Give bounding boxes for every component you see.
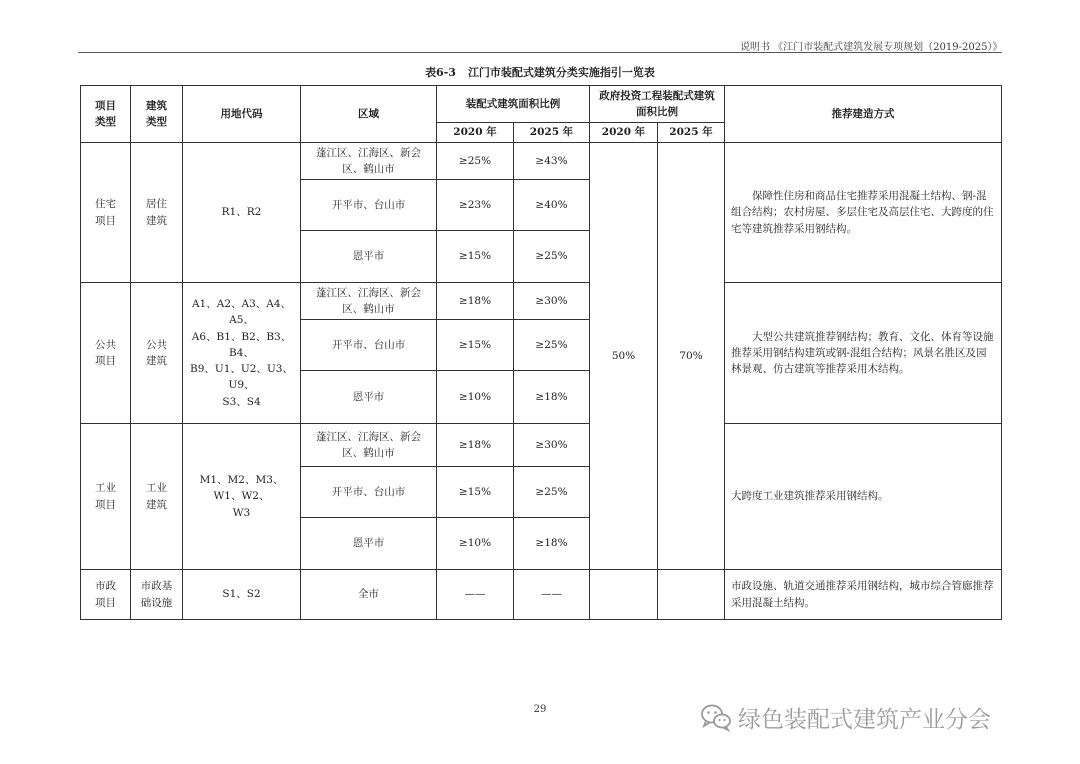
- residential-ratio-2025-2: ≥40%: [514, 180, 590, 231]
- industrial-ratio-2020-1: ≥18%: [437, 424, 514, 467]
- residential-ratio-2025-1: ≥43%: [514, 143, 590, 180]
- residential-ratio-2025-3: ≥25%: [514, 231, 590, 283]
- industrial-land-code: M1、M2、M3、W1、W2、 W3: [183, 424, 301, 570]
- public-ratio-2025-3: ≥18%: [514, 371, 590, 424]
- public-ratio-2020-3: ≥10%: [437, 371, 514, 424]
- residential-area-3: 恩平市: [301, 231, 437, 283]
- table-title-text: 江门市装配式建筑分类实施指引一览表: [467, 66, 655, 79]
- industrial-area-1: 蓬江区、江海区、新会 区、鹤山市: [301, 424, 437, 467]
- municipal-ratio-2020: ——: [437, 570, 514, 620]
- classification-table: [80, 85, 1002, 620]
- header-prefab-2025: 2025 年: [514, 123, 590, 143]
- municipal-recommend-text: 市政设施、轨道交通推荐采用钢结构，城市综合管廊推荐采用混凝土结构。: [731, 580, 994, 609]
- industrial-area-3: 恩平市: [301, 518, 437, 570]
- residential-land-code: R1、R2: [183, 143, 301, 283]
- gov-ratio-2025: 70%: [658, 143, 725, 570]
- municipal-recommend: [725, 570, 1002, 620]
- watermark: [700, 700, 1060, 734]
- residential-ratio-2020-2: ≥23%: [437, 180, 514, 231]
- industrial-recommend-text: 大跨度工业建筑推荐采用钢结构。: [731, 490, 889, 503]
- public-project-type: 公共 项目: [81, 283, 131, 424]
- municipal-building-type: 市政基 础设施: [131, 570, 183, 620]
- municipal-gov-2025: [658, 570, 725, 620]
- page-number: 29: [533, 704, 547, 715]
- public-area-2: 开平市、台山市: [301, 320, 437, 371]
- table-number: 表6-3: [425, 66, 456, 79]
- municipal-land-code: S1、S2: [183, 570, 301, 620]
- residential-project-type: 住宅 项目: [81, 143, 131, 283]
- public-ratio-2020-1: ≥18%: [437, 283, 514, 320]
- residential-ratio-2020-3: ≥15%: [437, 231, 514, 283]
- industrial-recommend: [725, 424, 1002, 570]
- header-gov-2020: 2020 年: [590, 123, 658, 143]
- public-recommend-text: 大型公共建筑推荐钢结构；教育、文化、体育等设施推荐采用钢结构建筑或钢-混组合结构；风景名胜区及园林景观、仿古建筑等推荐采用木结构。: [731, 330, 994, 376]
- header-prefab-ratio: 装配式建筑面积比例: [437, 86, 590, 123]
- municipal-area: 全市: [301, 570, 437, 620]
- residential-recommend-text: 保障性住房和商品住宅推荐采用混凝土结构、钢-混组合结构；农村房屋、多层住宅及高层住宅、大跨度的住宅等建筑推荐采用钢结构。: [731, 190, 994, 235]
- public-area-1: 蓬江区、江海区、新会 区、鹤山市: [301, 283, 437, 320]
- residential-ratio-2020-1: ≥25%: [437, 143, 514, 180]
- table-title: [0, 64, 1080, 80]
- industrial-ratio-2020-3: ≥10%: [437, 518, 514, 570]
- residential-area-2: 开平市、台山市: [301, 180, 437, 231]
- public-ratio-2020-2: ≥15%: [437, 320, 514, 371]
- municipal-gov-2020: [590, 570, 658, 620]
- header-land-code: 用地代码: [183, 86, 301, 143]
- header-prefab-2020: 2020 年: [437, 123, 514, 143]
- industrial-project-type: 工业 项目: [81, 424, 131, 570]
- header-area: 区域: [301, 86, 437, 143]
- industrial-area-2: 开平市、台山市: [301, 467, 437, 518]
- public-recommend: [725, 283, 1002, 424]
- header-recommend: 推荐建造方式: [725, 86, 1002, 143]
- watermark-text: 绿色装配式建筑产业分会: [738, 706, 991, 733]
- header-rule: [78, 52, 1002, 53]
- public-land-code: A1、A2、A3、A4、A5、 A6、B1、B2、B3、B4、 B9、U1、U2、U3、U9、 S3、S4: [183, 283, 301, 424]
- industrial-ratio-2025-1: ≥30%: [514, 424, 590, 467]
- municipal-ratio-2025: ——: [514, 570, 590, 620]
- wechat-icon: [700, 702, 732, 732]
- gov-ratio-2020: 50%: [590, 143, 658, 570]
- residential-recommend: [725, 143, 1002, 283]
- public-area-3: 恩平市: [301, 371, 437, 424]
- industrial-ratio-2020-2: ≥15%: [437, 467, 514, 518]
- running-header: 说明书 《江门市装配式建筑发展专项规划（2019-2025）》: [740, 42, 1003, 53]
- header-gov-ratio: 政府投资工程装配式建筑 面积比例: [590, 86, 725, 123]
- industrial-ratio-2025-3: ≥18%: [514, 518, 590, 570]
- industrial-building-type: 工业 建筑: [131, 424, 183, 570]
- residential-building-type: 居住 建筑: [131, 143, 183, 283]
- public-building-type: 公共 建筑: [131, 283, 183, 424]
- header-project-type: 项目 类型: [81, 86, 131, 143]
- industrial-ratio-2025-2: ≥25%: [514, 467, 590, 518]
- header-building-type: 建筑 类型: [131, 86, 183, 143]
- public-ratio-2025-1: ≥30%: [514, 283, 590, 320]
- public-ratio-2025-2: ≥25%: [514, 320, 590, 371]
- residential-area-1: 蓬江区、江海区、新会 区、鹤山市: [301, 143, 437, 180]
- header-gov-2025: 2025 年: [658, 123, 725, 143]
- municipal-project-type: 市政 项目: [81, 570, 131, 620]
